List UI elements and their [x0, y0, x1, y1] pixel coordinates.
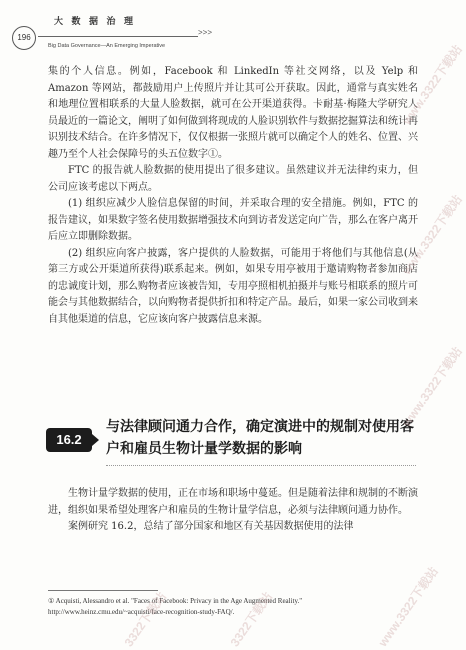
paragraph: 生物计量学数据的使用，正在市场和职场中蔓延。但是随着法律和规制的不断演进，组织如果希望处理客户和雇员的生物计量学信息，必须与法律顾问通力协作。 [48, 488, 418, 516]
header-divider [38, 36, 198, 37]
paragraph: (2) 组织应向客户披露，客户提供的人脸数据，可能用于将他们与其他信息(从第三方或公开渠道所获得)联系起来。例如，如果专用亭被用于邀请购物者参加商店的忠诚度计划，那么购物者应该被告知，专用亭照相机拍摄并与账号相联系的照片可能会与其他数据结合，以向购物者提供折扣和特定产品。最后，如果一家公司收到来自其他渠道的信息，它应该向客户披露信息来源。 [48, 247, 418, 325]
body-text-bottom [48, 486, 418, 536]
paragraph: FTC 的报告就人脸数据的使用提出了很多建议。虽然建议并无法律约束力，但公司应该考虑以下两点。 [48, 165, 418, 193]
section-number-badge: 16.2 [46, 428, 92, 452]
page-header [0, 0, 452, 56]
section-heading [42, 414, 418, 464]
paragraph: 案例研究 16.2，总结了部分国家和地区有关基因数据使用的法律 [68, 521, 354, 532]
section-divider [106, 465, 416, 466]
watermark: www.3322下载站 [399, 42, 465, 128]
header-arrows: >>> [198, 28, 213, 37]
paragraph: (1) 组织应减少人脸信息保留的时间，并采取合理的安全措施。例如，FTC 的报告建议，如果数字签名使用数据增强技术向到访者发送定向广告，那么在客户离开后应立即删除数据。 [48, 198, 418, 242]
body-text-top [48, 64, 418, 328]
paragraph: 集的个人信息。例如，Facebook 和 LinkedIn 等社交网络，以及 Yelp 和 Amazon 等网站，都鼓励用户上传照片并让其可公开获取。因此，通常与真实姓名和地理位置相联系的大量人脸数据，就可在公开渠道获得。卡耐基·梅隆大学研究人员最近的一篇论文，阐明了如何做到将现成的人脸识别软件与数据挖掘算法和统计再识别技术结合。在许多情况下，仅仅根据一张照片就可以确定个人的姓名、位置、兴趣乃至个人社会保障号的头五位数字①。 [48, 66, 418, 160]
page-number: 196 [12, 26, 36, 50]
book-title: 大 数 据 治 理 [54, 16, 137, 26]
book-subtitle: Big Data Governance—An Emerging Imperative [48, 43, 166, 49]
footnote: ① Acquisti, Alessandro et al. "Faces of Facebook: Privacy in the Age Augmented Reality." http://www.heinz.cmu.edu/~acquisti/face-recognition-study-FAQ/. [48, 597, 303, 616]
section-title: 与法律顾问通力合作，确定演进中的规制对使用客户和雇员生物计量学数据的影响 [106, 419, 414, 457]
watermark: 3322下载站 [121, 589, 170, 650]
watermark: www.3322下载站 [399, 192, 465, 278]
watermark: 3322下载站 [227, 589, 276, 650]
watermark: www.3322下载站 [375, 564, 441, 650]
watermark: www.3322下载站 [399, 344, 465, 430]
footnote-divider [48, 590, 158, 591]
